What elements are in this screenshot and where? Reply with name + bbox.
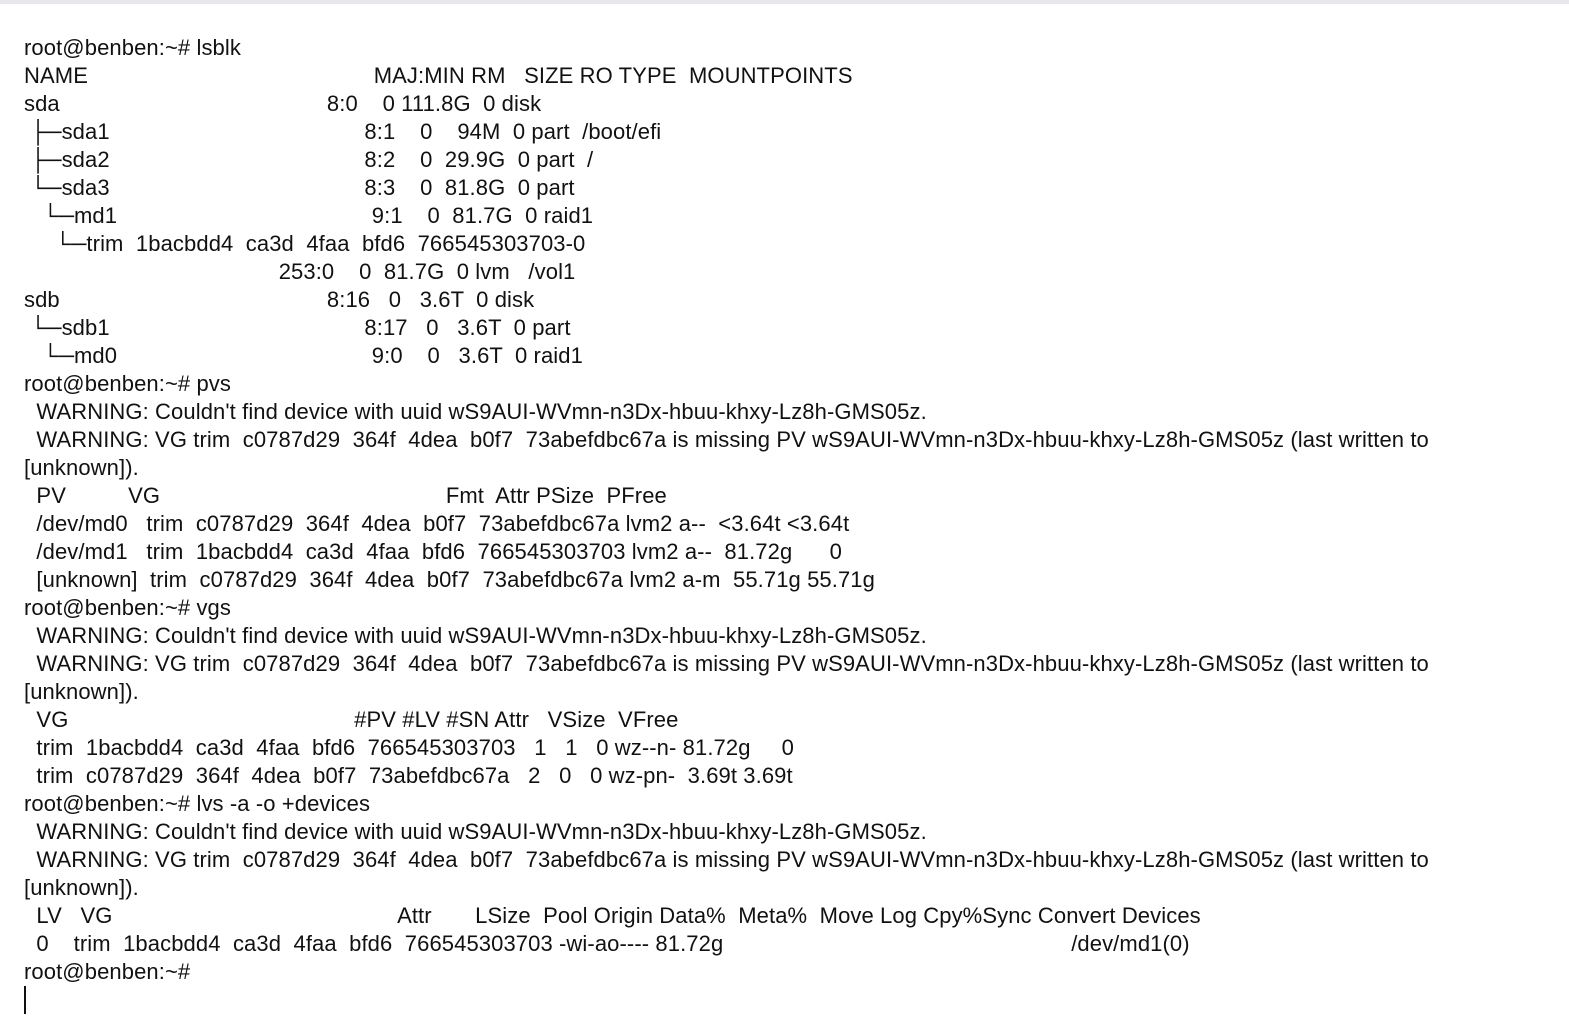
terminal-line: └─md0 9:0 0 3.6T 0 raid1 — [24, 343, 583, 368]
terminal-line: /dev/md0 trim c0787d29 364f 4dea b0f7 73abefdbc67a lvm2 a-- <3.64t <3.64t — [24, 511, 850, 536]
terminal-line: 253:0 0 81.7G 0 lvm /vol1 — [24, 259, 576, 284]
terminal-line: root@benben:~# vgs — [24, 595, 231, 620]
terminal-line: trim 1bacbdd4 ca3d 4faa bfd6 766545303703 1 1 0 wz--n- 81.72g 0 — [24, 735, 794, 760]
terminal-line: NAME MAJ:MIN RM SIZE RO TYPE MOUNTPOINTS — [24, 63, 853, 88]
terminal-output[interactable] — [24, 34, 1544, 1014]
terminal-line: 0 trim 1bacbdd4 ca3d 4faa bfd6 766545303703 -wi-ao---- 81.72g /dev/md1(0) — [24, 931, 1190, 956]
terminal-line: VG #PV #LV #SN Attr VSize VFree — [24, 707, 679, 732]
terminal-line: root@benben:~# — [24, 959, 191, 984]
terminal-line: [unknown] trim c0787d29 364f 4dea b0f7 73abefdbc67a lvm2 a-m 55.71g 55.71g — [24, 567, 875, 592]
terminal-line: LV VG Attr LSize Pool Origin Data% Meta% Move Log Cpy%Sync Convert Devices — [24, 903, 1201, 928]
terminal-line: WARNING: VG trim c0787d29 364f 4dea b0f7 73abefdbc67a is missing PV wS9AUI-WVmn-n3Dx-hbuu-khxy-Lz8h-GMS05z (last written to — [24, 651, 1429, 676]
terminal-line: └─sda3 8:3 0 81.8G 0 part — [24, 175, 575, 200]
terminal-cursor-line — [24, 986, 1544, 1014]
terminal-line: WARNING: Couldn't find device with uuid wS9AUI-WVmn-n3Dx-hbuu-khxy-Lz8h-GMS05z. — [24, 819, 927, 844]
terminal-line: WARNING: Couldn't find device with uuid wS9AUI-WVmn-n3Dx-hbuu-khxy-Lz8h-GMS05z. — [24, 623, 927, 648]
terminal-line: sdb 8:16 0 3.6T 0 disk — [24, 287, 535, 312]
terminal-line: root@benben:~# pvs — [24, 371, 231, 396]
terminal-line: WARNING: VG trim c0787d29 364f 4dea b0f7 73abefdbc67a is missing PV wS9AUI-WVmn-n3Dx-hbuu-khxy-Lz8h-GMS05z (last written to — [24, 427, 1429, 452]
terminal-line: WARNING: Couldn't find device with uuid wS9AUI-WVmn-n3Dx-hbuu-khxy-Lz8h-GMS05z. — [24, 399, 927, 424]
terminal-line: PV VG Fmt Attr PSize PFree — [24, 483, 667, 508]
terminal-line: └─trim 1bacbdd4 ca3d 4faa bfd6 766545303703-0 — [24, 231, 586, 256]
terminal-line: ├─sda1 8:1 0 94M 0 part /boot/efi — [24, 119, 662, 144]
terminal-line: └─md1 9:1 0 81.7G 0 raid1 — [24, 203, 594, 228]
terminal-line: /dev/md1 trim 1bacbdd4 ca3d 4faa bfd6 766545303703 lvm2 a-- 81.72g 0 — [24, 539, 842, 564]
terminal-line: WARNING: VG trim c0787d29 364f 4dea b0f7 73abefdbc67a is missing PV wS9AUI-WVmn-n3Dx-hbuu-khxy-Lz8h-GMS05z (last written to — [24, 847, 1429, 872]
terminal-line: [unknown]). — [24, 875, 139, 900]
text-cursor — [24, 986, 26, 1014]
terminal-line: root@benben:~# lvs -a -o +devices — [24, 791, 371, 816]
terminal-line: └─sdb1 8:17 0 3.6T 0 part — [24, 315, 571, 340]
terminal-line: trim c0787d29 364f 4dea b0f7 73abefdbc67a 2 0 0 wz-pn- 3.69t 3.69t — [24, 763, 793, 788]
terminal-line: [unknown]). — [24, 455, 139, 480]
terminal-line: sda 8:0 0 111.8G 0 disk — [24, 91, 542, 116]
terminal-line: root@benben:~# lsblk — [24, 35, 241, 60]
terminal-line: ├─sda2 8:2 0 29.9G 0 part / — [24, 147, 594, 172]
terminal-line: [unknown]). — [24, 679, 139, 704]
